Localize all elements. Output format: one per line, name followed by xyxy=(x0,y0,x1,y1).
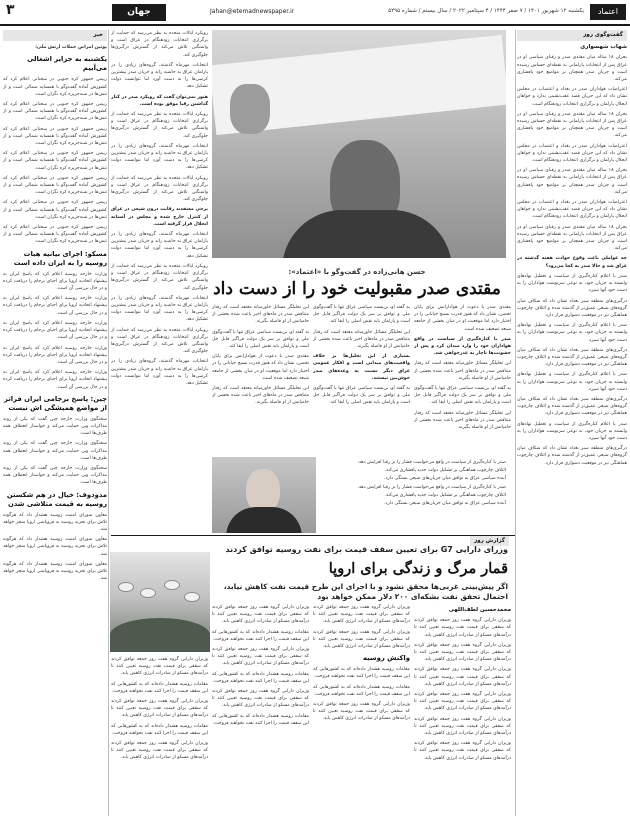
paragraph: معاون شورای امنیت روسیه هشدار داد که هرگونه تلاش برای تجزیه روسیه به فروپاشی اروپا منجر خواهد شد. xyxy=(3,512,107,532)
report-column-4 xyxy=(111,656,208,816)
paragraph: وزیران دارایی گروه هفت روز جمعه توافق کردند که سقفی برای قیمت نفت روسیه تعیین کنند تا درآمدهای مسکو از صادرات انرژی کاهش یابد. xyxy=(111,657,208,677)
column-rule xyxy=(515,30,516,816)
paragraph: صدر با اعلام کناره‌گیری از سیاست و تعطیل نهادهای وابسته به جریان خود، به نوعی سرنوشت هواداران را به دست خود آنها سپرد. xyxy=(517,273,627,294)
paragraph: وزیران دارایی گروه هفت روز جمعه توافق کردند که سقفی برای قیمت نفت روسیه تعیین کنند تا درآمدهای مسکو از صادرات انرژی کاهش یابد. xyxy=(111,699,208,719)
paragraph: رییس جمهور کره جنوبی در سخنانی اعلام کرد که کشورش آماده گفت‌وگو با همسایه شمالی است و از تنش‌ها در شبه‌جزیره کره نگران است. xyxy=(3,102,107,122)
paragraph: مقامات روسیه هشدار داده‌اند که به کشورهایی که این سقف قیمت را اجرا کنند نفت نخواهند فروخت. xyxy=(212,629,309,642)
paragraph: معاون شورای امنیت روسیه هشدار داد که هرگونه تلاش برای تجزیه روسیه به فروپاشی اروپا منجر خواهد شد. xyxy=(3,561,107,582)
hills-shape xyxy=(110,618,210,652)
paragraph: رییس جمهور کره جنوبی در سخنانی اعلام کرد که کشورش آماده گفت‌وگو با همسایه شمالی است و از تنش‌ها در شبه‌جزیره کره نگران است. xyxy=(3,200,107,220)
paragraph: مقامات روسیه هشدار داده‌اند که به کشورهایی که این سقف قیمت را اجرا کنند نفت نخواهند فروخت. xyxy=(313,684,410,697)
paragraph: بحران ۱۸ ساله میان مقتدی صدر و رقبای سیاسی او در عراق پس از انتخابات پارلمانی به نقطه‌ای حساس رسیده است و جریان صدر همچنان بر مواضع خود پافشاری می‌کند. xyxy=(517,55,627,83)
news-title[interactable]: مسکو: اجرای بیانیه هیات روسیه را به ایران داده است xyxy=(13,249,107,267)
paragraph: به گفته او، بن‌بست سیاسی عراق تنها با گفت‌وگوی ملی و توافق بر سر یک دولت فراگیر قابل حل است و پارلمان باید نقش اصلی را ایفا کند. xyxy=(414,386,511,406)
paragraph: انتخابات مهرماه گذشته، گروه‌های زیادی را در پارلمان عراق به حاشیه راند و جریان صدر بیشترین کرسی‌ها را به دست آورد اما نتوانست دولت تشکیل دهد. xyxy=(111,295,208,323)
paragraph: رویکرد ایالات متحده به نظر می‌رسد که حمایت از برگزاری انتخابات زودهنگام در عراق است و واشنگتن تلاش می‌کند از گسترش درگیری‌ها جلوگیری کند. xyxy=(111,31,208,58)
paragraph: انتخابات مهرماه گذشته، گروه‌های زیادی را در پارلمان عراق به حاشیه راند و جریان صدر بیشترین کرسی‌ها را به دست آورد اما نتوانست دولت تشکیل دهد. xyxy=(111,232,208,259)
paragraph: این تحلیلگر مسائل خاورمیانه معتقد است که رفتار متناقض صدر در ماه‌های اخیر باعث شده بخشی از حامیانش از او فاصله بگیرند. xyxy=(212,305,309,325)
bullet-item: ائتلاف چارچوب هماهنگی بر تشکیل دولت جدید پافشاری می‌کند. xyxy=(384,492,506,498)
paragraph: به گفته او، بن‌بست سیاسی عراق تنها با گفت‌وگوی ملی و توافق بر سر یک دولت فراگیر قابل حل است و پارلمان باید نقش اصلی را ایفا کند. xyxy=(212,329,309,350)
paragraph: اعتراضات هواداران صدر در بغداد و اعتصاب در مجلس نشان داد که این جریان قصد عقب‌نشینی ندارد و خواهان انحلال پارلمان و برگزاری انتخابات زودهنگام است. xyxy=(517,200,627,220)
paragraph: وزیران دارایی گروه هفت روز جمعه توافق کردند که سقفی برای قیمت نفت روسیه تعیین کنند تا درآمدهای مسکو از صادرات انرژی کاهش یابد. xyxy=(414,667,511,687)
report-tag: گزارش روز xyxy=(470,536,509,546)
paragraph: مقامات روسیه هشدار داده‌اند که به کشورهایی که این سقف قیمت را اجرا کنند نفت نخواهند فروخت. xyxy=(111,723,208,736)
page-header xyxy=(0,0,630,26)
paragraph: وزارت خارجه روسیه اعلام کرد که پاسخ ایران به پیشنهاد اتحادیه اروپا برای احیای برجام را دریافت کرده و در حال بررسی آن است. xyxy=(3,271,107,292)
report-kicker: وزرای دارایی G7 برای تعیین سقف قیمت برای نفت روسیه توافق کردند xyxy=(225,545,508,554)
paragraph: مقتدی صدر با دعوت از هوادارانش برای پایان تحصن، نشان داد که هنوز قدرت بسیج خیابانی را در اختیار دارد اما موقعیت او در میان بخشی از جامعه شیعه تضعیف شده است. xyxy=(414,305,511,332)
paragraph: این تحلیلگر مسائل خاورمیانه معتقد است که رفتار متناقض صدر در ماه‌های اخیر باعث شده بخشی از حامیانش از او فاصله بگیرند. xyxy=(414,410,511,431)
raised-hand-shape xyxy=(230,84,270,134)
paragraph: وزیران دارایی گروه هفت روز جمعه توافق کردند که سقفی برای قیمت نفت روسیه تعیین کنند تا درآمدهای مسکو از صادرات انرژی کاهش یابد. xyxy=(414,716,511,737)
bullet-box xyxy=(320,457,510,533)
bullet-item: صدر با کناره‌گیری از سیاست در واقع می‌خواست فشار را بر رقبا افزایش دهد. xyxy=(357,460,506,465)
paragraph: وزیران دارایی گروه هفت روز جمعه توافق کردند که سقفی برای قیمت نفت روسیه تعیین کنند تا درآمدهای مسکو از صادرات انرژی کاهش یابد. xyxy=(111,741,208,761)
paragraph: وزیران دارایی گروه هفت روز جمعه توافق کردند که سقفی برای قیمت نفت روسیه تعیین کنند تا درآمدهای مسکو از صادرات انرژی کاهش یابد. xyxy=(414,741,511,761)
bullet-item: آینده سیاسی عراق به توافق میان جریان‌های شیعی بستگی دارد. xyxy=(384,476,506,482)
news-title[interactable]: چین: پاسخ برجامی ایران فراتر از مواضع همیشگی اش نیست xyxy=(3,394,107,412)
refinery-photo xyxy=(110,552,210,652)
right-column xyxy=(517,30,627,816)
left-column xyxy=(3,30,107,816)
paragraph: وزیران دارایی گروه هفت روز جمعه توافق کردند که سقفی برای قیمت نفت روسیه تعیین کنند تا درآمدهای مسکو از صادرات انرژی کاهش یابد. xyxy=(414,618,511,638)
byline: شهاب شهسواری xyxy=(580,44,627,51)
paragraph: وزیران دارایی گروه هفت روز جمعه توافق کردند که سقفی برای قیمت نفت روسیه تعیین کنند تا درآمدهای مسکو از صادرات انرژی کاهش یابد. xyxy=(313,605,410,625)
paragraph: این تحلیلگر مسائل خاورمیانه معتقد است که رفتار متناقض صدر در ماه‌های اخیر باعث شده بخشی از حامیانش از او فاصله بگیرند. xyxy=(414,361,511,381)
paragraph: وزیران دارایی گروه هفت روز جمعه توافق کردند که سقفی برای قیمت نفت روسیه تعیین کنند تا درآمدهای مسکو از صادرات انرژی کاهش یابد. xyxy=(313,629,410,650)
paragraph: رویکرد ایالات متحده به نظر می‌رسد که حمایت از برگزاری انتخابات زودهنگام در عراق است و واشنگتن تلاش می‌کند از گسترش درگیری‌ها جلوگیری کند. xyxy=(111,112,208,139)
bullet-item: صدر با کناره‌گیری از سیاست در واقع می‌خواست فشار را بر رقبا افزایش دهد. xyxy=(357,484,506,490)
paragraph: این تحلیلگر مسائل خاورمیانه معتقد است که رفتار متناقض صدر در ماه‌های اخیر باعث شده بخشی از حامیانش از او فاصله بگیرند. xyxy=(212,386,309,406)
tank-shape xyxy=(184,592,200,602)
tank-shape xyxy=(140,588,156,598)
report-headline[interactable]: قمار مرگ و زندگی برای اروپا xyxy=(328,560,508,577)
paragraph: رییس جمهور کره جنوبی در سخنانی اعلام کرد که کشورش آماده گفت‌وگو با همسایه شمالی است و از تنش‌ها در شبه‌جزیره کره نگران است. xyxy=(3,77,107,97)
newspaper-logo: اعتماد xyxy=(590,4,626,20)
paragraph: سخنگوی وزارت خارجه چین گفت که پکن از روند مذاکرات وین حمایت می‌کند و خواستار انعطاف همه طرف‌ها است. xyxy=(3,441,107,461)
paragraph: مقتدی صدر با دعوت از هوادارانش برای پایان تحصن، نشان داد که هنوز قدرت بسیج خیابانی را در اختیار دارد اما موقعیت او در میان بخشی از جامعه شیعه تضعیف شده است. xyxy=(212,354,309,381)
paragraph: صدر با اعلام کناره‌گیری از سیاست و تعطیل نهادهای وابسته به جریان خود، به نوعی سرنوشت هواداران را به دست خود آنها سپرد. xyxy=(517,323,627,343)
center-left-column xyxy=(111,30,208,550)
paragraph: درگیری‌های منطقه سبز بغداد نشان داد که شکاف میان گروه‌های شیعی عمیق‌تر از گذشته شده و ائتلاف چارچوب هماهنگی نیز در موقعیت دشواری قرار دارد. xyxy=(517,298,627,318)
column-tag: خبر xyxy=(3,30,107,41)
paragraph: وزارت خارجه روسیه اعلام کرد که پاسخ ایران به پیشنهاد اتحادیه اروپا برای احیای برجام را دریافت کرده و در حال بررسی آن است. xyxy=(3,370,107,390)
report-subhead: اگر پیش‌بینی غربی‌ها محقق نشود و با اجرای این طرح قیمت نفت کاهش نیابد، احتمال تحقق نفت بشکه‌ای ۲۰۰ دلار ممکن خواهد بود xyxy=(223,582,508,601)
paragraph: انتخابات مهرماه گذشته، گروه‌های زیادی را در پارلمان عراق به حاشیه راند و جریان صدر بیشترین کرسی‌ها را به دست آورد اما نتوانست دولت تشکیل دهد. xyxy=(111,143,208,171)
paragraph: اعتراضات هواداران صدر در بغداد و اعتصاب در مجلس نشان داد که این جریان قصد عقب‌نشینی ندارد و خواهان انحلال پارلمان و برگزاری انتخابات زودهنگام است. xyxy=(517,87,627,107)
paragraph: انتخابات مهرماه گذشته، گروه‌های زیادی را در پارلمان عراق به حاشیه راند و جریان صدر بیشترین کرسی‌ها را به دست آورد اما نتوانست دولت تشکیل دهد. xyxy=(111,62,208,90)
news-title[interactable]: یکشنبه به جزایر اشغالی می‌آییم xyxy=(27,55,107,73)
pull-quote: صدر با کناره‌گیری از سیاست در واقع هواداران خود را وارد میدان کرد و پس از خشونت‌ها ناچار به عذرخواهی شد. xyxy=(414,336,511,357)
paragraph: انتخابات مهرماه گذشته، گروه‌های زیادی را در پارلمان عراق به حاشیه راند و جریان صدر بیشترین کرسی‌ها را به دست آورد اما نتوانست دولت تشکیل دهد. xyxy=(111,359,208,386)
tank-shape xyxy=(164,580,180,590)
paragraph: به گفته او، بن‌بست سیاسی عراق تنها با گفت‌وگوی ملی و توافق بر سر یک دولت فراگیر قابل حل است و پارلمان باید نقش اصلی را ایفا کند. xyxy=(313,305,410,325)
column-tag: گفت‌وگوی روز xyxy=(517,30,627,41)
analyst-portrait xyxy=(212,457,316,533)
story-column-1 xyxy=(414,304,511,454)
paragraph: صدر با اعلام کناره‌گیری از سیاست و تعطیل نهادهای وابسته به جریان خود، به نوعی سرنوشت هواداران را به دست خود آنها سپرد. xyxy=(517,372,627,392)
paragraph: بحران ۱۸ ساله میان مقتدی صدر و رقبای سیاسی او در عراق پس از انتخابات پارلمانی به نقطه‌ای حساس رسیده است و جریان صدر همچنان بر مواضع خود پافشاری می‌کند. xyxy=(517,111,627,139)
pull-quote: بسیاری از این تحلیل‌ها بر خلاف واقعیت‌های میدانی است و افکار عمومی عراق دیگر نسبت به وعده‌های صدر خوش‌بین نیستند. xyxy=(313,354,410,381)
tank-shape xyxy=(118,582,134,592)
story-kicker: حسن هانی‌زاده در گفت‌وگو با «اعتماد»: xyxy=(288,268,426,276)
paragraph: رییس جمهور کره جنوبی در سخنانی اعلام کرد که کشورش آماده گفت‌وگو با همسایه شمالی است و از تنش‌ها در شبه‌جزیره کره نگران است. xyxy=(3,175,107,196)
suit-shape xyxy=(226,507,302,533)
dateline: یکشنبه ۱۲ شهریور ۱۴۰۱ / ۷ صفر ۱۴۴۴ / ۴ سپتامبر ۲۰۲۲ / سال بیستم / شماره ۵۲۹۵ xyxy=(388,8,584,14)
story-column-2 xyxy=(313,304,410,454)
paragraph: رویکرد ایالات متحده به نظر می‌رسد که حمایت از برگزاری انتخابات زودهنگام در عراق است و واشنگتن تلاش می‌کند از گسترش درگیری‌ها جلوگیری کند. xyxy=(111,327,208,355)
page-number: ۳ xyxy=(6,2,15,18)
report-subhead-2: واکنش روسیه xyxy=(363,654,410,663)
paragraph: رییس جمهور کره جنوبی در سخنانی اعلام کرد که کشورش آماده گفت‌وگو با همسایه شمالی است و از تنش‌ها در شبه‌جزیره کره نگران است. xyxy=(3,126,107,147)
bullet-item: ائتلاف چارچوب هماهنگی بر تشکیل دولت جدید پافشاری می‌کند. xyxy=(384,468,506,474)
section-divider xyxy=(111,535,515,536)
paragraph: درگیری‌های منطقه سبز بغداد نشان داد که شکاف میان گروه‌های شیعی عمیق‌تر از گذشته شده و ائتلاف چارچوب هماهنگی نیز در موقعیت دشواری قرار دارد. xyxy=(517,446,627,466)
paragraph: وزیران دارایی گروه هفت روز جمعه توافق کردند که سقفی برای قیمت نفت روسیه تعیین کنند تا درآمدهای مسکو از صادرات انرژی کاهش یابد. xyxy=(414,642,511,663)
paragraph: مقامات روسیه هشدار داده‌اند که به کشورهایی که این سقف قیمت را اجرا کنند نفت نخواهند فروخت. xyxy=(111,681,208,694)
paragraph: وزیران دارایی گروه هفت روز جمعه توافق کردند که سقفی برای قیمت نفت روسیه تعیین کنند تا درآمدهای مسکو از صادرات انرژی کاهش یابد. xyxy=(212,647,309,667)
paragraph: درگیری‌های منطقه سبز بغداد نشان داد که شکاف میان گروه‌های شیعی عمیق‌تر از گذشته شده و ائتلاف چارچوب هماهنگی نیز در موقعیت دشواری قرار دارد. xyxy=(517,396,627,417)
person-body-shape xyxy=(282,210,452,258)
pull-quote: هنوز نمی‌توان گفت که رویکرد صدر در کنار گذاشتن رقبا موفق بوده است. xyxy=(111,94,208,107)
paragraph: اعتراضات هواداران صدر در بغداد و اعتصاب در مجلس نشان داد که این جریان قصد عقب‌نشینی ندارد و خواهان انحلال پارلمان و برگزاری انتخابات زودهنگام است. xyxy=(517,143,627,164)
paragraph: رییس جمهور کره جنوبی در سخنانی اعلام کرد که کشورش آماده گفت‌وگو با همسایه شمالی است و از تنش‌ها در شبه‌جزیره کره نگران است. xyxy=(3,151,107,171)
byline: محمدحسین لطف‌اللهی xyxy=(448,607,511,613)
news-kicker: پوتین امراض حملات ارتش ملی: xyxy=(35,45,107,51)
paragraph: مقامات روسیه هشدار داده‌اند که به کشورهایی که این سقف قیمت را اجرا کنند نفت نخواهند فروخت. xyxy=(313,667,410,680)
paragraph: معاون شورای امنیت روسیه هشدار داد که هرگونه تلاش برای تجزیه روسیه به فروپاشی اروپا منجر خواهد شد. xyxy=(3,537,107,557)
paragraph: این تحلیلگر مسائل خاورمیانه معتقد است که رفتار متناقض صدر در ماه‌های اخیر باعث شده بخشی از حامیانش از او فاصله بگیرند. xyxy=(313,329,410,350)
paragraph: مقامات روسیه هشدار داده‌اند که به کشورهایی که این سقف قیمت را اجرا کنند نفت نخواهند فروخت. xyxy=(212,713,309,726)
paragraph: رویکرد ایالات متحده به نظر می‌رسد که حمایت از برگزاری انتخابات زودهنگام در عراق است و واشنگتن تلاش می‌کند از گسترش درگیری‌ها جلوگیری کند. xyxy=(111,263,208,291)
section-title: جهان xyxy=(112,4,166,21)
paragraph: وزارت خارجه روسیه اعلام کرد که پاسخ ایران به پیشنهاد اتحادیه اروپا برای احیای برجام را دریافت کرده و در حال بررسی آن است. xyxy=(3,345,107,365)
paragraph: رویکرد ایالات متحده به نظر می‌رسد که حمایت از برگزاری انتخابات زودهنگام در عراق است و واشنگتن تلاش می‌کند از گسترش درگیری‌ها جلوگیری کند. xyxy=(111,175,208,203)
paragraph: وزیران دارایی گروه هفت روز جمعه توافق کردند که سقفی برای قیمت نفت روسیه تعیین کنند تا درآمدهای مسکو از صادرات انرژی کاهش یابد. xyxy=(313,702,410,722)
report-column-3 xyxy=(212,604,309,816)
protest-photo xyxy=(212,30,506,258)
news-title[interactable]: مدودوف: خیال در هم شکستن روسیه به قیمت متلاشی شدن xyxy=(6,490,107,508)
paragraph: وزیران دارایی گروه هفت روز جمعه توافق کردند که سقفی برای قیمت نفت روسیه تعیین کنند تا درآمدهای مسکو از صادرات انرژی کاهش یابد. xyxy=(414,692,511,712)
paragraph: به گفته او، بن‌بست سیاسی عراق تنها با گفت‌وگوی ملی و توافق بر سر یک دولت فراگیر قابل حل است و پارلمان باید نقش اصلی را ایفا کند. xyxy=(313,386,410,406)
paragraph: مقامات روسیه هشدار داده‌اند که به کشورهایی که این سقف قیمت را اجرا کنند نفت نخواهند فروخت. xyxy=(212,671,309,684)
paragraph: درگیری‌های منطقه سبز بغداد نشان داد که شکاف میان گروه‌های شیعی عمیق‌تر از گذشته شده و ائتلاف چارچوب هماهنگی نیز در موقعیت دشواری قرار دارد. xyxy=(517,347,627,368)
column-rule xyxy=(108,30,109,816)
section-email[interactable]: Jahan@etemadnewspaper.ir xyxy=(210,8,295,15)
paragraph: وزارت خارجه روسیه اعلام کرد که پاسخ ایران به پیشنهاد اتحادیه اروپا برای احیای برجام را دریافت کرده و در حال بررسی آن است. xyxy=(3,296,107,316)
paragraph: سخنگوی وزارت خارجه چین گفت که پکن از روند مذاکرات وین حمایت می‌کند و خواستار انعطاف همه طرف‌ها است. xyxy=(3,465,107,486)
paragraph: وزیران دارایی گروه هفت روز جمعه توافق کردند که سقفی برای قیمت نفت روسیه تعیین کنند تا درآمدهای مسکو از صادرات انرژی کاهش یابد. xyxy=(212,689,309,709)
report-column-1 xyxy=(414,604,511,816)
paragraph: بحران ۱۸ ساله میان مقتدی صدر و رقبای سیاسی او در عراق پس از انتخابات پارلمانی به نقطه‌ای حساس رسیده است و جریان صدر همچنان بر مواضع خود پافشاری می‌کند. xyxy=(517,168,627,195)
paragraph: بحران ۱۸ ساله میان مقتدی صدر و رقبای سیاسی او در عراق پس از انتخابات پارلمانی به نقطه‌ای حساس رسیده است و جریان صدر همچنان بر مواضع خود پافشاری می‌کند. xyxy=(517,224,627,252)
paragraph: وزارت خارجه روسیه اعلام کرد که پاسخ ایران به پیشنهاد اتحادیه اروپا برای احیای برجام را دریافت کرده و در حال بررسی آن است. xyxy=(3,320,107,341)
report-column-2 xyxy=(313,604,410,816)
paragraph: صدر با اعلام کناره‌گیری از سیاست و تعطیل نهادهای وابسته به جریان خود، به نوعی سرنوشت هواداران را به دست خود آنها سپرد. xyxy=(517,421,627,441)
bullet-item: آینده سیاسی عراق به توافق میان جریان‌های شیعی بستگی دارد. xyxy=(384,501,506,507)
story-headline[interactable]: مقتدی صدر مقبولیت خود را از دست داد xyxy=(213,279,501,299)
interview-question: چه عواملی باعث وقوع حوادث هفته گذشته در عراق شد و حالا صدر به کجا می‌رود؟ xyxy=(517,256,627,269)
paragraph: رییس جمهور کره جنوبی در سخنانی اعلام کرد که کشورش آماده گفت‌وگو با همسایه شمالی است و از تنش‌ها در شبه‌جزیره کره نگران است. xyxy=(3,225,107,245)
paragraph: وزیران دارایی گروه هفت روز جمعه توافق کردند که سقفی برای قیمت نفت روسیه تعیین کنند تا درآمدهای مسکو از صادرات انرژی کاهش یابد. xyxy=(212,605,309,625)
story-column-3 xyxy=(212,304,309,454)
pull-quote: برخی معتقدند رقابت درون شیعی در عراق از کنترل خارج شده و مجلس در آستانه انحلال قرار گرفته است. xyxy=(111,207,208,227)
paragraph: سخنگوی وزارت خارجه چین گفت که پکن از روند مذاکرات وین حمایت می‌کند و خواستار انعطاف همه طرف‌ها است. xyxy=(3,416,107,437)
